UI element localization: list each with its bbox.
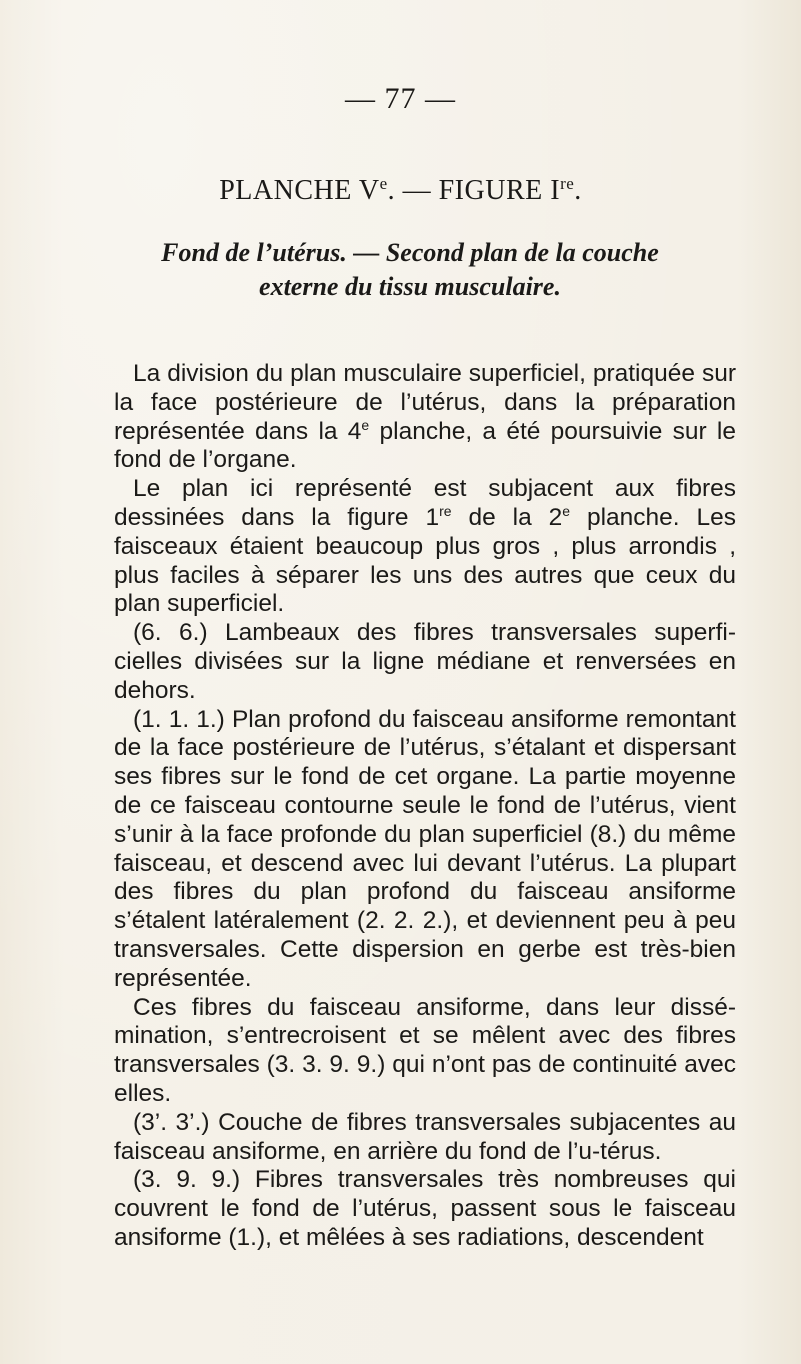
paragraph-5: Ces fibres du faisceau ansiforme, dans leur dissé-mination, s’entrecroisent et se mêlent avec des fibres transversales (3. 3. 9. 9.) qui n’ont pas de continuité avec elles. — [114, 993, 736, 1107]
paragraph-2-part-a: Le plan ici représenté est subjacent aux fibres dessinées dans la figure 1 — [114, 475, 736, 531]
paragraph-1-part-b: planche, a été poursuivie sur le fond de l’organe. — [114, 417, 736, 474]
page-number: — 77 — — [345, 82, 456, 115]
body-text — [114, 360, 736, 1253]
paragraph-2-part-b: de la 2 — [451, 503, 563, 531]
subtitle-line-2: externe du tissu musculaire. — [259, 272, 561, 301]
paragraph-3: (6. 6.) Lambeaux des fibres transversales superfi-cielles divisées sur la ligne médiane et renversées en dehors. — [114, 619, 736, 704]
paragraph-1-part-a: La division du plan musculaire superficiel, pratiquée sur la face postérieure de l’utérus, dans la préparation représentée dans la 4 — [114, 360, 736, 445]
heading-end: . — [574, 175, 582, 206]
subtitle-line-1: Fond de l’utérus. — Second plan de la couche — [161, 238, 659, 267]
plate-superscript: e — [379, 174, 388, 193]
heading-separator: . — — [387, 175, 439, 206]
paragraph-6: (3’. 3’.) Couche de fibres transversales subjacentes au faisceau ansiforme, en arrière du fond de l’u-térus. — [114, 1108, 736, 1165]
figure-superscript: re — [560, 174, 575, 193]
paragraph-2 — [114, 475, 736, 619]
paragraph-1 — [114, 360, 736, 475]
paragraph-7: (3. 9. 9.) Fibres transversales très nombreuses qui couvrent le fond de l’utérus, passent sous le faisceau ansiforme (1.), et mêlées à ses radiations, descendent — [114, 1166, 736, 1251]
paragraph-2-superscript-a: re — [439, 502, 452, 519]
paragraph-2-part-c: planche. Les faisceaux étaient beaucoup plus gros , plus arrondis , plus faciles à séparer les uns des autres que ceux du plan superficiel. — [114, 503, 736, 618]
figure-label: FIGURE I — [438, 175, 561, 206]
paragraph-1-superscript: e — [361, 416, 370, 433]
plate-label: PLANCHE V — [219, 175, 380, 206]
plate-heading — [0, 174, 801, 207]
paragraph-4: (1. 1. 1.) Plan profond du faisceau ansiforme remontant de la face postérieure de l’utérus, s’étalant et dispersant ses fibres sur le fond de cet organe. La partie moyenne de ce faisceau contourne seule le fond de l’utérus, vient s’unir à la face profonde du plan superficiel (8.) du même faisceau, et descend avec lui devant l’utérus. La plupart des fibres du plan profond du faisceau ansiforme s’étalent latéralement (2. 2. 2.), et deviennent peu à peu transversales. Cette dispersion en gerbe est très-bien représentée. — [114, 705, 736, 992]
figure-subtitle — [80, 236, 740, 304]
paragraph-2-superscript-b: e — [562, 502, 571, 519]
